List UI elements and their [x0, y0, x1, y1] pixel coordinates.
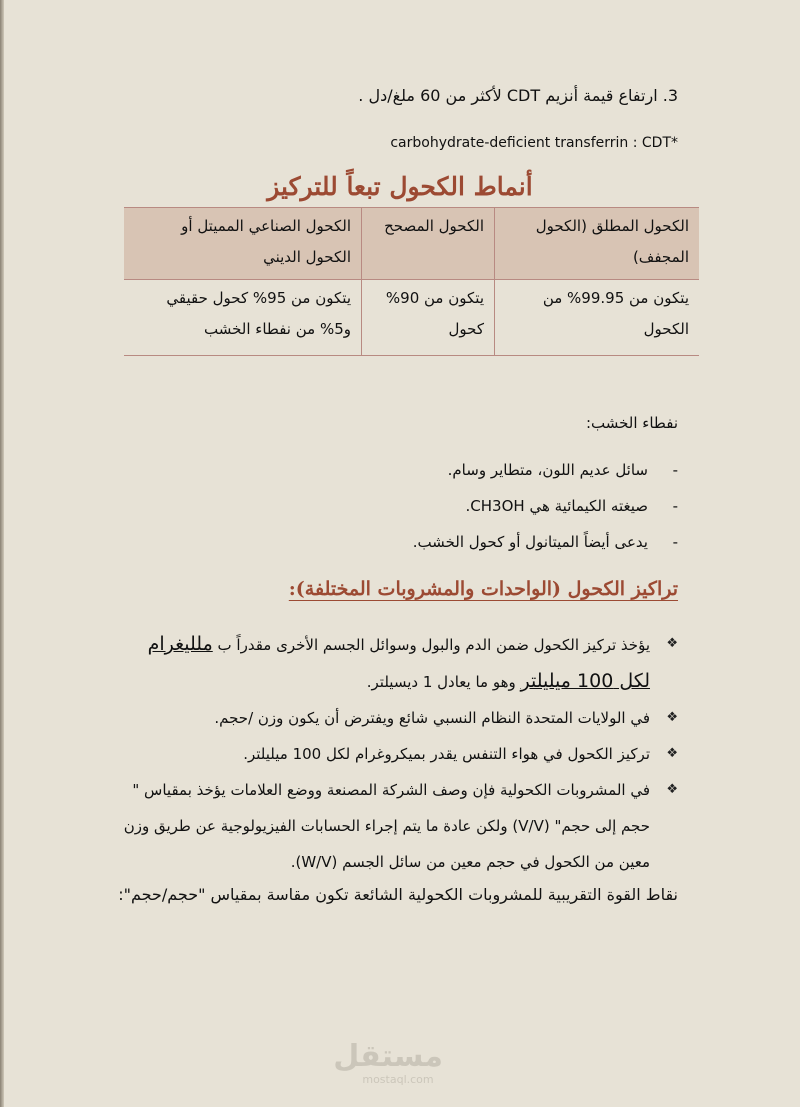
page-edge [0, 0, 4, 1107]
diamond-bullet-icon: ❖ [666, 710, 678, 725]
cell-absolute-alcohol: يتكون من 99.95% من الكحول [495, 280, 700, 356]
alcohol-types-table [124, 207, 699, 356]
watermark-site: mostaql.com [362, 1073, 434, 1086]
list-item: ❖ تركيز الكحول في هواء التنفس يقدر بميكروغرام لكل 100 ميليلتر. [118, 736, 678, 772]
section-heading: تراكيز الكحول (الواحدات والمشروبات المختلفة): [288, 578, 678, 600]
list-item: ❖ يؤخذ تركيز الكحول ضمن الدم والبول وسوائل الجسم الأخرى مقدراً ب ملليغرام لكل 100 ميليلتر وهو ما يعادل 1 ديسيلتر. [118, 626, 678, 700]
diamond-bullet-icon: ❖ [666, 636, 678, 651]
list-item: ❖ في الولايات المتحدة النظام النسبي شائع ويفترض أن يكون وزن /حجم. [118, 700, 678, 736]
cell-denatured-alcohol: يتكون من 95% كحول حقيقي و5% من نفطاء الخشب [124, 280, 362, 356]
unit-text: ملليغرام لكل 100 ميليلتر [147, 633, 650, 692]
watermark-brand: مستقل [333, 1039, 443, 1074]
header-absolute-alcohol: الكحول المطلق (الكحول المجفف) [495, 208, 700, 280]
cdt-footnote: carbohydrate-deficient transferrin : CDT* [390, 135, 678, 151]
table-header-row [124, 208, 699, 280]
methanol-list [413, 452, 678, 560]
header-rectified-alcohol: الكحول المصحح [362, 208, 495, 280]
dash-marker: - [672, 461, 678, 479]
strengths-intro: نقاط القوة التقريبية للمشروبات الكحولية الشائعة تكون مقاسة بمقياس "حجم/حجم": [118, 885, 678, 904]
list-item-3: 3. ارتفاع قيمة أنزيم CDT لأكثر من 60 ملغ/دل . [358, 86, 678, 105]
list-item: -سائل عديم اللون، متطاير وسام. [413, 452, 678, 488]
header-denatured-alcohol: الكحول الصناعي المميتل أو الكحول الديني [124, 208, 362, 280]
cell-rectified-alcohol: يتكون من 90% كحول [362, 280, 495, 356]
dash-marker: - [672, 533, 678, 551]
list-item: ❖ في المشروبات الكحولية فإن وصف الشركة المصنعة ووضع العلامات يؤخذ بمقياس " حجم إلى حجم" (V/V) ولكن عادة ما يتم إجراء الحسابات الفيزيولوجية عن طريق وزن معين من الكحول في حجم معين من سائل الجسم (W/V). [118, 772, 678, 880]
table-title: أنماط الكحول تبعاً للتركيز [267, 172, 533, 201]
methanol-heading: نفطاء الخشب: [585, 414, 678, 432]
list-item: -صيغته الكيمائية هي CH3OH. [413, 488, 678, 524]
dash-marker: - [672, 497, 678, 515]
table-row [124, 280, 699, 356]
mostaql-watermark [333, 1039, 443, 1086]
diamond-bullet-icon: ❖ [666, 746, 678, 761]
list-item: -يدعى أيضاً الميتانول أو كحول الخشب. [413, 524, 678, 560]
diamond-bullet-icon: ❖ [666, 782, 678, 797]
concentration-bullets [118, 626, 678, 880]
